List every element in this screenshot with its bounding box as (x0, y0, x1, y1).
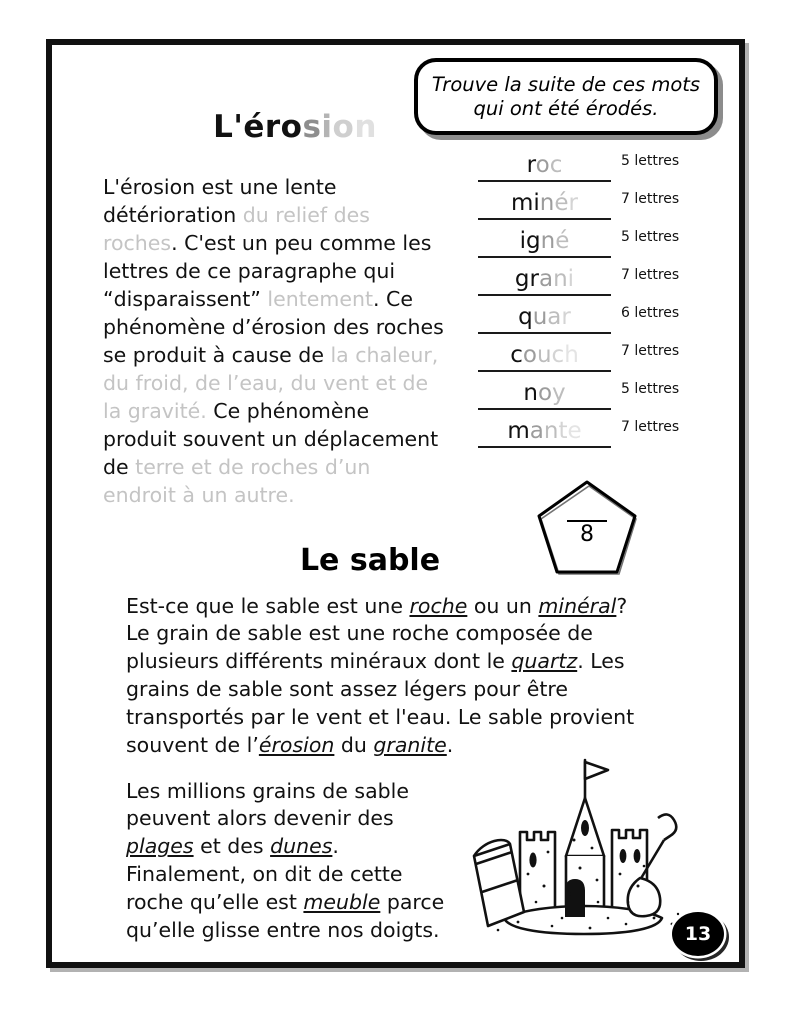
word-dark-part: gr (514, 266, 539, 292)
word-row (478, 416, 708, 454)
word-answer-blank[interactable] (478, 302, 611, 334)
word-faded-part: ouch (522, 342, 579, 368)
sable-paragraph-1 (126, 593, 656, 760)
sable-p1-run-3: minéral (538, 593, 617, 618)
word-row (478, 264, 708, 302)
word-letter-count: 7 lettres (621, 191, 680, 207)
word-answer-blank[interactable] (478, 226, 611, 258)
word-faded-part: nér (539, 190, 578, 216)
sable-p1-run-5: quartz (511, 649, 578, 674)
sable-p2-run-5: meuble (303, 890, 381, 914)
word-dark-part: m (507, 418, 530, 444)
word-dark-part: r (526, 152, 536, 178)
erosion-paragraph (103, 173, 448, 510)
word-answer-blank[interactable] (478, 416, 611, 448)
page-number: 13 (684, 923, 712, 945)
sable-p1-run-7: érosion (258, 732, 335, 757)
word-faded-part: ante (529, 418, 582, 444)
word-faded-part: uar (532, 304, 571, 330)
word-row (478, 378, 708, 416)
word-dark-part: mi (511, 190, 540, 216)
erosion-text-run-6: Ce phénomène produit souvent un déplacement de (103, 399, 439, 480)
eroded-words-list (478, 150, 708, 454)
word-answer-blank[interactable] (478, 264, 611, 296)
word-answer-blank[interactable] (478, 150, 611, 182)
instruction-text: Trouve la suite de ces mots qui ont été érodés. (431, 73, 701, 120)
erosion-text-run-0: L'érosion est une lente détérioration (103, 174, 337, 227)
sable-p2-run-0: Les millions grains de sable peuvent alors devenir des (126, 778, 409, 831)
erosion-text-run-1: du relief des roches (103, 202, 370, 255)
sable-p1-run-10: . (446, 732, 454, 757)
sable-p1-run-0: Est-ce que le sable est une (126, 593, 410, 618)
sable-p1-run-9: granite (373, 732, 447, 757)
sable-p2-run-6: parce qu’elle glisse entre nos doigts. (126, 890, 445, 942)
erosion-title-run-1: s (302, 108, 322, 145)
erosion-text-run-4: . Ce phénomène d’érosion des roches se produit à cause de (103, 286, 444, 367)
word-row (478, 226, 708, 264)
sable-p1-run-1: roche (409, 593, 468, 618)
word-answer-blank[interactable] (478, 378, 611, 410)
word-letter-count: 7 lettres (621, 419, 680, 435)
sable-p2-run-4: . Finalement, on dit de cette roche qu’elle est (126, 834, 403, 914)
word-row (478, 150, 708, 188)
word-letter-count: 7 lettres (621, 343, 680, 359)
word-faded-part: né (540, 228, 570, 254)
sable-p1-run-2: ou un (467, 593, 539, 618)
erosion-text-run-7: terre et de roches d’un endroit à un autre. (103, 455, 371, 508)
word-dark-part: q (518, 304, 533, 330)
sable-paragraph-2 (126, 778, 456, 945)
score-pentagon (535, 478, 639, 576)
word-letter-count: 6 lettres (621, 305, 680, 321)
erosion-title-run-0: L'éro (213, 108, 303, 145)
word-row (478, 340, 708, 378)
sable-p1-run-6: . Les grains de sable sont assez légers pour être transportés par le vent et l'eau. Le sable provient souvent de l’ (126, 649, 635, 757)
word-dark-part: n (523, 380, 538, 406)
erosion-text-run-2: . C'est un peu comme les lettres de ce paragraphe qui “disparaissent” (103, 230, 432, 311)
word-letter-count: 5 lettres (621, 381, 680, 397)
word-row (478, 188, 708, 226)
page-number-badge (672, 912, 724, 956)
erosion-title-run-2: i (321, 108, 333, 145)
word-dark-part: ig (519, 228, 541, 254)
word-row (478, 302, 708, 340)
section-title-erosion (150, 109, 440, 145)
section-title-sable: Le sable (299, 542, 441, 578)
sable-p2-run-3: dunes (270, 834, 333, 859)
word-letter-count: 5 lettres (621, 153, 680, 169)
sandcastle-illustration (462, 752, 692, 942)
instruction-callout-box (414, 58, 718, 135)
sable-p2-run-2: et des (193, 834, 271, 859)
score-total: 8 (580, 522, 594, 547)
sable-p1-run-8: du (334, 732, 374, 757)
erosion-text-run-5: la chaleur, du froid, de l’eau, du vent et de la gravité. (103, 342, 439, 424)
sable-p2-run-1: plages (126, 834, 194, 859)
word-dark-part: c (510, 342, 523, 368)
word-faded-part: ani (538, 266, 575, 292)
word-letter-count: 7 lettres (621, 267, 680, 283)
erosion-title-run-4: n (354, 108, 377, 145)
word-faded-part: oc (535, 152, 563, 178)
word-answer-blank[interactable] (478, 188, 611, 220)
sable-p1-run-4: ? Le grain de sable est une roche composée de plusieurs différents minéraux dont le (126, 593, 628, 674)
word-faded-part: oy (537, 380, 566, 406)
erosion-text-run-3: lentement (267, 286, 373, 311)
erosion-title-run-3: o (332, 108, 355, 145)
word-answer-blank[interactable] (478, 340, 611, 372)
word-letter-count: 5 lettres (621, 229, 680, 245)
